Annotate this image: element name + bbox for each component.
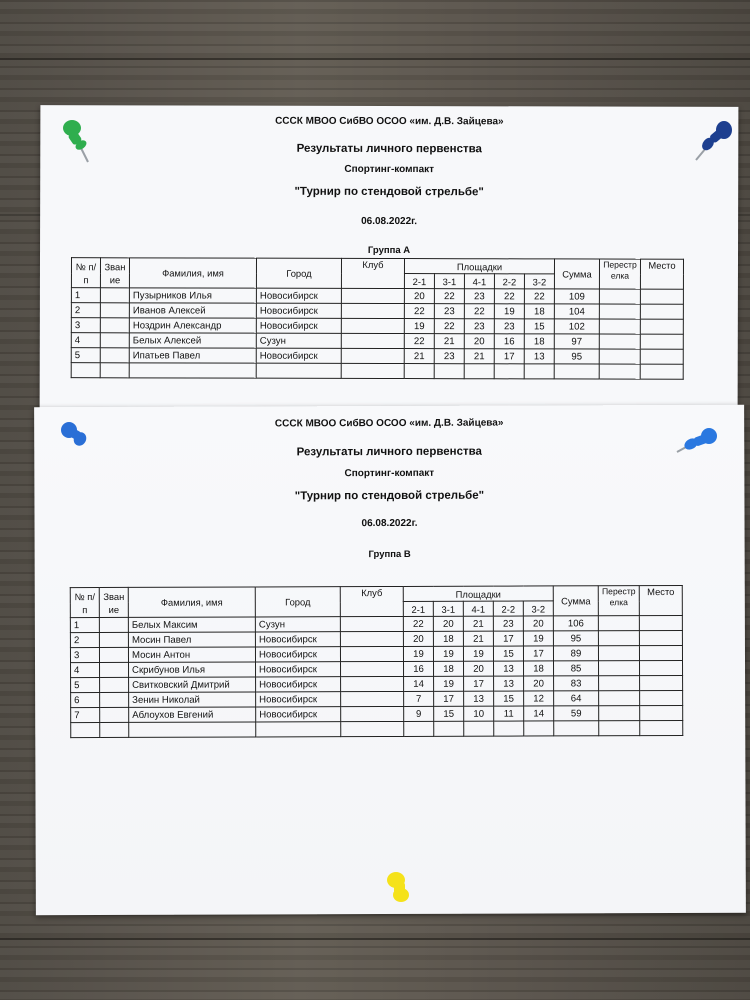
green-pushpin-icon	[58, 116, 98, 166]
site-score: 21	[404, 349, 434, 364]
rank-cell	[99, 617, 128, 632]
site-score: 18	[433, 631, 463, 646]
site-score: 23	[464, 319, 494, 334]
club-cell	[340, 646, 403, 661]
city-cell: Новосибирск	[256, 662, 341, 677]
site-score: 22	[404, 304, 434, 319]
site-score: 22	[403, 616, 433, 631]
row-number: 7	[71, 708, 100, 723]
row-number: 3	[70, 648, 99, 663]
shootoff-cell	[599, 334, 640, 349]
empty-cell	[129, 363, 256, 378]
site-score: 21	[463, 616, 493, 631]
table-row	[71, 333, 683, 350]
city-cell: Новосибирск	[256, 707, 341, 722]
place-cell	[639, 630, 682, 645]
site-score: 14	[524, 706, 554, 721]
empty-cell	[464, 364, 494, 379]
shootoff-cell	[599, 319, 640, 334]
site-score: 15	[434, 706, 464, 721]
total-score: 89	[553, 646, 598, 661]
site-score: 19	[494, 304, 524, 319]
site-score: 20	[464, 334, 494, 349]
event-date: 06.08.2022г.	[361, 517, 418, 530]
yellow-pushpin-icon	[382, 868, 416, 906]
city-cell: Новосибирск	[256, 318, 341, 333]
club-cell	[341, 333, 404, 348]
club-cell	[341, 318, 404, 333]
participant-name: Аблоухов Евгений	[129, 707, 256, 722]
site-score: 17	[434, 691, 464, 706]
site-score: 19	[403, 646, 433, 661]
column-header-rank: Звание	[100, 258, 129, 288]
empty-cell	[256, 722, 341, 737]
empty-cell	[434, 721, 464, 736]
blue-pushpin-icon	[58, 418, 94, 452]
empty-cell	[129, 722, 256, 737]
city-cell: Новосибирск	[256, 692, 341, 707]
blue-pushpin-icon	[674, 424, 720, 458]
empty-cell	[464, 721, 494, 736]
site-score: 11	[494, 706, 524, 721]
row-number: 6	[71, 693, 100, 708]
empty-cell	[434, 364, 464, 379]
site-score: 19	[434, 676, 464, 691]
group-label: Группа В	[368, 548, 411, 561]
column-header-club: Клуб	[341, 258, 404, 288]
city-cell: Новосибирск	[256, 348, 341, 363]
rank-cell	[100, 707, 129, 722]
shootoff-cell	[599, 691, 640, 706]
shootoff-cell	[598, 631, 639, 646]
site-score: 18	[434, 661, 464, 676]
site-score: 22	[494, 289, 524, 304]
site-score: 22	[434, 289, 464, 304]
total-score: 95	[554, 349, 599, 364]
place-cell	[639, 645, 682, 660]
site-score: 7	[404, 691, 434, 706]
site-score: 15	[493, 646, 523, 661]
participant-name: Мосин Павел	[128, 632, 255, 647]
column-header-sites: Площадки	[404, 259, 554, 274]
place-cell	[640, 334, 683, 349]
rank-cell	[100, 318, 129, 333]
table-header-row	[71, 258, 683, 275]
site-score: 20	[524, 676, 554, 691]
results-table	[71, 257, 684, 380]
rank-cell	[100, 662, 129, 677]
city-cell: Новосибирск	[255, 647, 340, 662]
column-header-sum: Сумма	[554, 259, 599, 289]
empty-cell	[71, 363, 100, 378]
site-score: 18	[524, 334, 554, 349]
place-cell	[640, 660, 683, 675]
site-column-header: 2-1	[403, 601, 433, 616]
tournament-title: "Турнир по стендовой стрельбе"	[294, 185, 484, 199]
participant-name: Зенин Николай	[129, 692, 256, 707]
column-header-name: Фамилия, имя	[128, 587, 255, 617]
column-header-club: Клуб	[340, 586, 403, 616]
participant-name: Белых Алексей	[129, 333, 256, 348]
empty-cell	[494, 364, 524, 379]
city-cell: Сузун	[256, 333, 341, 348]
row-number: 2	[71, 303, 100, 318]
site-score: 14	[404, 676, 434, 691]
site-score: 20	[523, 616, 553, 631]
event-date: 06.08.2022г.	[361, 215, 418, 228]
site-score: 13	[494, 676, 524, 691]
place-cell	[640, 304, 683, 319]
results-sheet-group-a	[40, 105, 739, 413]
site-score: 23	[493, 616, 523, 631]
organization-title: СССК МВОО СибВО ОСОО «им. Д.В. Зайцева»	[275, 115, 504, 128]
participant-name: Белых Максим	[128, 617, 255, 632]
rank-cell	[100, 692, 129, 707]
shootoff-cell	[598, 646, 639, 661]
empty-cell	[341, 363, 404, 378]
empty-cell	[554, 364, 599, 379]
club-cell	[341, 676, 404, 691]
participant-name: Мосин Антон	[128, 647, 255, 662]
site-score: 23	[434, 349, 464, 364]
rank-cell	[100, 333, 129, 348]
site-score: 17	[493, 631, 523, 646]
place-cell	[640, 319, 683, 334]
column-header-sites: Площадки	[403, 586, 553, 602]
site-score: 20	[433, 616, 463, 631]
column-header-city: Город	[256, 258, 341, 288]
site-score: 19	[463, 646, 493, 661]
participant-name: Ипатьев Павел	[129, 348, 256, 363]
site-score: 18	[524, 661, 554, 676]
site-column-header: 2-1	[404, 274, 434, 289]
participant-name: Свитковский Дмитрий	[129, 677, 256, 692]
navy-pushpin-icon	[692, 118, 738, 164]
rank-cell	[100, 348, 129, 363]
shootoff-cell	[599, 349, 640, 364]
site-score: 22	[404, 334, 434, 349]
empty-cell	[524, 721, 554, 736]
site-score: 21	[463, 631, 493, 646]
column-header-num: № п/п	[70, 588, 99, 618]
pin-base	[393, 888, 409, 902]
site-score: 15	[524, 319, 554, 334]
site-score: 20	[403, 631, 433, 646]
site-score: 16	[404, 661, 434, 676]
column-header-name: Фамилия, имя	[129, 258, 256, 288]
empty-cell	[404, 364, 434, 379]
participant-name: Скрибунов Илья	[129, 662, 256, 677]
column-header-place: Место	[640, 259, 683, 289]
total-score: 104	[554, 304, 599, 319]
site-score: 23	[464, 289, 494, 304]
site-score: 17	[494, 349, 524, 364]
site-column-header: 3-1	[434, 274, 464, 289]
site-score: 17	[464, 676, 494, 691]
site-score: 10	[464, 706, 494, 721]
empty-cell	[256, 363, 341, 378]
organization-title: СССК МВОО СибВО ОСОО «им. Д.В. Зайцева»	[274, 417, 504, 430]
column-header-city: Город	[255, 587, 340, 617]
table-header-row	[70, 585, 682, 602]
total-score: 106	[553, 616, 598, 631]
empty-cell	[100, 363, 129, 378]
site-score: 20	[404, 289, 434, 304]
empty-cell	[599, 364, 640, 379]
place-cell	[640, 675, 683, 690]
total-score: 102	[554, 319, 599, 334]
site-score: 17	[523, 646, 553, 661]
place-cell	[640, 349, 683, 364]
shootoff-cell	[599, 706, 640, 721]
rank-cell	[100, 303, 129, 318]
row-number: 1	[70, 618, 99, 633]
city-cell: Сузун	[255, 617, 340, 632]
rank-cell	[99, 632, 128, 647]
total-score: 85	[554, 661, 599, 676]
row-number: 4	[71, 663, 100, 678]
city-cell: Новосибирск	[256, 677, 341, 692]
site-column-header: 4-1	[464, 274, 494, 289]
row-number: 5	[71, 348, 100, 363]
shootoff-cell	[599, 289, 640, 304]
place-cell	[639, 615, 682, 630]
site-column-header: 4-1	[463, 601, 493, 616]
results-table	[70, 585, 684, 738]
shootoff-cell	[599, 661, 640, 676]
participant-name: Иванов Алексей	[129, 303, 256, 318]
rank-cell	[100, 288, 129, 303]
site-score: 16	[494, 334, 524, 349]
site-score: 19	[523, 631, 553, 646]
row-number: 5	[71, 678, 100, 693]
results-title: Результаты личного первенства	[296, 142, 482, 156]
participant-name: Пузырников Илья	[129, 288, 256, 303]
group-label: Группа А	[367, 244, 411, 257]
empty-cell	[524, 364, 554, 379]
site-score: 21	[434, 334, 464, 349]
table-row	[71, 318, 683, 335]
empty-cell	[494, 721, 524, 736]
column-header-rank: Звание	[99, 587, 128, 617]
city-cell: Новосибирск	[256, 288, 341, 303]
club-cell	[341, 661, 404, 676]
site-column-header: 3-1	[433, 601, 463, 616]
site-score: 19	[433, 646, 463, 661]
column-header-shootoff: Перестрелка	[598, 586, 639, 616]
site-score: 22	[464, 304, 494, 319]
column-header-place: Место	[639, 585, 682, 615]
club-cell	[340, 631, 403, 646]
site-score: 13	[494, 661, 524, 676]
empty-cell	[404, 721, 434, 736]
site-score: 18	[524, 304, 554, 319]
rank-cell	[100, 677, 129, 692]
site-score: 12	[524, 691, 554, 706]
site-column-header: 3-2	[524, 274, 554, 289]
total-score: 83	[554, 676, 599, 691]
column-header-num: № п/п	[71, 258, 100, 288]
site-score: 13	[464, 691, 494, 706]
discipline-title: Спортинг-компакт	[344, 163, 435, 176]
empty-table-row	[71, 720, 683, 737]
site-score: 9	[404, 706, 434, 721]
shootoff-cell	[599, 676, 640, 691]
row-number: 3	[71, 318, 100, 333]
empty-cell	[71, 723, 100, 738]
column-header-sum: Сумма	[553, 586, 598, 616]
participant-name: Ноздрин Александр	[129, 318, 256, 333]
club-cell	[341, 288, 404, 303]
site-score: 22	[434, 319, 464, 334]
site-score: 15	[494, 691, 524, 706]
row-number: 2	[70, 633, 99, 648]
site-column-header: 2-2	[493, 601, 523, 616]
row-number: 1	[71, 288, 100, 303]
site-score: 23	[494, 319, 524, 334]
site-score: 21	[464, 349, 494, 364]
tournament-title: "Турнир по стендовой стрельбе"	[294, 489, 485, 503]
site-score: 19	[404, 319, 434, 334]
empty-cell	[554, 721, 599, 736]
rank-cell	[99, 647, 128, 662]
site-score: 22	[524, 289, 554, 304]
table-row	[71, 303, 683, 320]
club-cell	[341, 691, 404, 706]
site-column-header: 3-2	[523, 601, 553, 616]
city-cell: Новосибирск	[256, 303, 341, 318]
total-score: 64	[554, 691, 599, 706]
shootoff-cell	[598, 616, 639, 631]
site-score: 13	[524, 349, 554, 364]
club-cell	[341, 303, 404, 318]
discipline-title: Спортинг-компакт	[344, 467, 435, 480]
column-header-shootoff: Перестрелка	[599, 259, 640, 289]
site-score: 20	[464, 661, 494, 676]
empty-cell	[341, 721, 404, 736]
place-cell	[640, 690, 683, 705]
empty-cell	[640, 364, 683, 379]
club-cell	[340, 616, 403, 631]
site-column-header: 2-2	[494, 274, 524, 289]
total-score: 59	[554, 706, 599, 721]
results-title: Результаты личного первенства	[296, 445, 482, 459]
club-cell	[341, 348, 404, 363]
city-cell: Новосибирск	[255, 632, 340, 647]
total-score: 109	[554, 289, 599, 304]
total-score: 97	[554, 334, 599, 349]
empty-cell	[599, 721, 640, 736]
shootoff-cell	[599, 304, 640, 319]
results-sheet-group-b	[34, 405, 746, 915]
empty-table-row	[71, 363, 683, 380]
empty-cell	[100, 722, 129, 737]
table-row	[71, 348, 683, 365]
place-cell	[640, 705, 683, 720]
site-score: 23	[434, 304, 464, 319]
row-number: 4	[71, 333, 100, 348]
total-score: 95	[553, 631, 598, 646]
club-cell	[341, 706, 404, 721]
place-cell	[640, 289, 683, 304]
empty-cell	[640, 720, 683, 735]
table-row	[71, 288, 683, 305]
